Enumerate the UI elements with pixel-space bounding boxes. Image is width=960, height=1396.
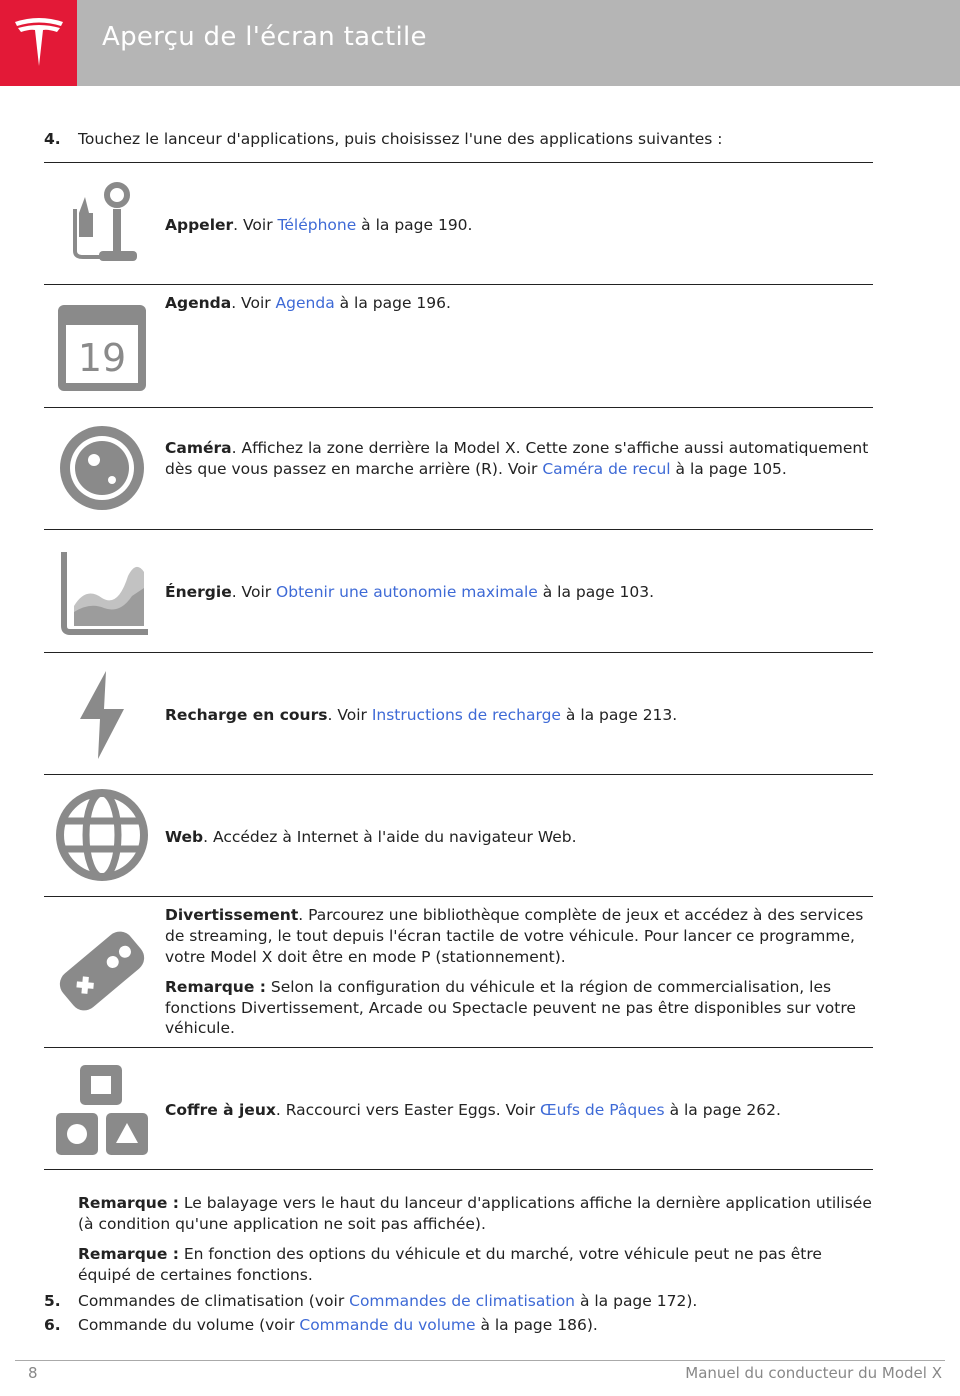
page-link-volume[interactable]: Commande du volume xyxy=(299,1316,476,1334)
footer-title: Manuel du conducteur du Model X xyxy=(685,1364,942,1382)
app-text: à la page 262. xyxy=(664,1101,781,1120)
app-text: . Affichez la zone derrière la Model X. Cette zone s'affiche aussi automatiquement dès que vous passez en marche arrière (R). Voir xyxy=(165,438,869,478)
page-title: Aperçu de l'écran tactile xyxy=(102,22,427,52)
steps-list xyxy=(44,1289,874,1337)
toybox-icon xyxy=(52,1060,152,1160)
step-4 xyxy=(44,130,874,148)
lightning-bolt-icon xyxy=(52,665,152,765)
page-link-agenda[interactable]: Agenda xyxy=(275,294,335,313)
energy-chart-icon xyxy=(52,542,152,642)
app-name: Recharge en cours xyxy=(165,705,328,724)
app-row-recharge xyxy=(44,652,873,774)
app-name: Caméra xyxy=(165,438,232,457)
app-description xyxy=(165,705,870,726)
step-text: Commandes de climatisation (voir xyxy=(78,1292,350,1310)
app-name: Appeler xyxy=(165,216,234,234)
app-text: à la page 213. xyxy=(560,705,678,724)
note-label: Remarque : xyxy=(78,1194,179,1212)
page-link-recharge[interactable]: Instructions de recharge xyxy=(371,705,561,724)
camera-icon xyxy=(52,418,152,518)
note-text: Selon la configuration du véhicule et la région de commercialisation, les fonctions Divertissement, Arcade ou Spectacle peuvent ne pas être disponibles sur votre véhicule. xyxy=(165,977,856,1038)
app-text: . Voir xyxy=(327,705,372,724)
app-text: . Raccourci vers Easter Eggs. Voir xyxy=(275,1101,541,1120)
phone-icon xyxy=(52,175,152,275)
app-text: . Accédez à Internet à l'aide du navigateur Web. xyxy=(203,827,577,846)
app-text: à la page 103. xyxy=(537,583,655,602)
app-list xyxy=(44,162,873,1170)
step-number: 5. xyxy=(44,1292,61,1310)
app-text: à la page 105. xyxy=(670,459,787,478)
note xyxy=(78,1244,878,1286)
app-description xyxy=(165,215,870,236)
page-link-telephone[interactable]: Téléphone xyxy=(277,216,357,234)
step-text: Commande du volume (voir xyxy=(78,1316,300,1334)
app-row-camera xyxy=(44,407,873,529)
app-row-divertissement xyxy=(44,896,873,1047)
app-row-energie xyxy=(44,529,873,651)
app-text: à la page 190. xyxy=(356,216,473,234)
app-text: . Voir xyxy=(231,583,277,602)
app-text: . Voir xyxy=(231,294,276,313)
note-text: En fonction des options du véhicule et du marché, votre véhicule peut ne pas être équipé de certaines fonctions. xyxy=(78,1245,822,1284)
app-description xyxy=(165,293,870,314)
app-row-appeler xyxy=(44,162,873,284)
app-name: Énergie xyxy=(165,583,232,602)
page-link-autonomie[interactable]: Obtenir une autonomie maximale xyxy=(276,583,538,602)
app-text: . Parcourez une bibliothèque complète de jeux et accédez à des services de streaming, le tout depuis l'écran tactile de votre véhicule. Pour lancer ce programme, votre Model X doit être en mode P (stationnement). xyxy=(165,906,864,966)
footer-divider xyxy=(15,1360,945,1361)
step-text: à la page 186). xyxy=(475,1316,598,1334)
note xyxy=(78,1193,878,1235)
step-text: à la page 172). xyxy=(575,1292,698,1310)
page-header xyxy=(0,0,960,86)
calendar-day: 19 xyxy=(77,336,127,381)
app-row-coffre-a-jeux xyxy=(44,1047,873,1169)
note-label: Remarque : xyxy=(78,1245,179,1263)
page-number: 8 xyxy=(28,1364,38,1382)
step-number: 4. xyxy=(44,130,61,148)
globe-icon xyxy=(52,785,152,885)
app-description xyxy=(165,905,870,1039)
page-link-camera-de-recul[interactable]: Caméra de recul xyxy=(542,459,671,478)
app-name: Divertissement xyxy=(165,906,299,925)
app-text: . Voir xyxy=(233,216,278,234)
step-6 xyxy=(44,1313,874,1337)
app-row-agenda xyxy=(44,284,873,406)
app-row-web xyxy=(44,774,873,896)
note xyxy=(165,977,870,1039)
calendar-icon xyxy=(52,297,152,397)
step-5 xyxy=(44,1289,874,1313)
page-link-oeufs-de-paques[interactable]: Œufs de Pâques xyxy=(540,1101,665,1120)
app-name: Web xyxy=(165,827,204,846)
app-name: Coffre à jeux xyxy=(165,1101,276,1120)
app-description xyxy=(165,1100,870,1121)
note-text: Le balayage vers le haut du lanceur d'applications affiche la dernière application utilisée (à condition qu'une application ne soit pas affichée). xyxy=(78,1194,872,1233)
app-description xyxy=(165,827,870,848)
app-description xyxy=(165,582,870,603)
game-controller-icon xyxy=(52,921,152,1021)
app-paragraph xyxy=(165,905,870,967)
app-text: à la page 196. xyxy=(334,294,451,313)
step-number: 6. xyxy=(44,1316,61,1334)
notes xyxy=(78,1193,878,1286)
app-name: Agenda xyxy=(165,294,232,313)
step-text: Touchez le lanceur d'applications, puis choisissez l'une des applications suivantes : xyxy=(78,130,723,148)
page-link-climatisation[interactable]: Commandes de climatisation xyxy=(349,1292,576,1310)
tesla-logo-icon xyxy=(0,0,77,86)
app-description xyxy=(165,438,870,480)
note-label: Remarque : xyxy=(165,977,266,996)
